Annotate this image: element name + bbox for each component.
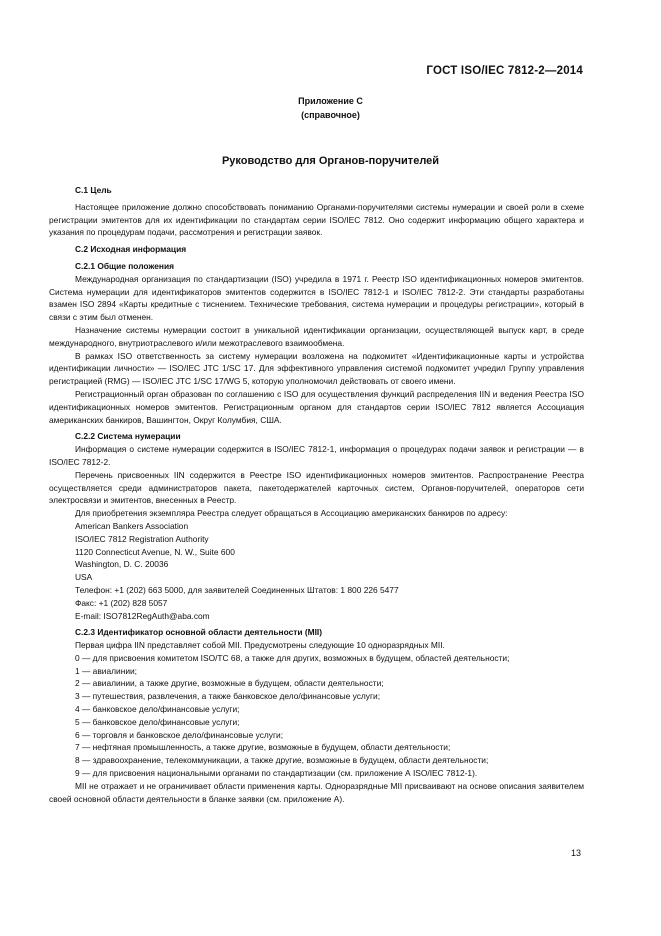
- list-item: 5 — банковское дело/финансовые услуги;: [75, 716, 240, 727]
- page-number: 13: [570, 848, 581, 858]
- paragraph: Для приобретения экземпляра Реестра следует обращаться в Ассоциацию американских банкиров по адресу:: [75, 508, 508, 519]
- phone-line: Телефон: +1 (202) 663 5000, для заявителей Соединенных Штатов: 1 800 226 5477: [75, 584, 399, 595]
- address-line: American Bankers Association: [75, 520, 189, 531]
- fax-line: Факс: +1 (202) 828 5057: [75, 597, 168, 608]
- annex-label: Приложение C: [298, 96, 363, 106]
- list-item: 4 — банковское дело/финансовые услуги;: [75, 704, 240, 715]
- list-item: 2 — авиалинии, а также другие, возможные в будущем, области деятельности;: [75, 678, 384, 689]
- section-c21-heading: С.2.1 Общие положения: [75, 260, 174, 271]
- section-c1-heading: С.1 Цель: [75, 185, 112, 195]
- paragraph: MII не отражает и не ограничивает области применения карты. Одноразрядные MII присваивают на основе описания заявителем своей основной области деятельности в бланке заявки (см. приложение А).: [49, 780, 584, 804]
- section-c22-heading: С.2.2 Система нумерации: [75, 431, 181, 442]
- document-code: ГОСТ ISO/IEC 7812-2—2014: [426, 65, 583, 77]
- list-item: 6 — торговля и банковское дело/финансовые услуги;: [75, 729, 284, 740]
- annex-title: Руководство для Органов-поручителей: [221, 155, 440, 167]
- paragraph: Информация о системе нумерации содержится в ISO/IEC 7812-1, информация о процедурах подачи заявок и регистрации — в ISO/IEC 7812-2.: [49, 444, 584, 467]
- paragraph: Назначение системы нумерации состоит в уникальной идентификации организации, осуществляющей выпуск карт, в среде международного, внутриотраслевого и/или межотраслевого взаимообмена.: [49, 324, 584, 348]
- address-line: USA: [75, 572, 93, 583]
- address-line: 1120 Connecticut Avenue, N. W., Suite 600: [75, 546, 235, 557]
- paragraph: В рамках ISO ответственность за систему нумерации возложена на подкомитет «Идентификационные карты и устройства идентификации личности» — ISO/IEC JTC 1/SC 17. Для эффективного управления системой подкомитет учредил Группу управления регистрацией (RMG) — ISO/IEC JTC 1/SC 17/WG 5, которую уполномочил действовать от своего имени.: [49, 350, 584, 387]
- list-item: 8 — здравоохранение, телекоммуникации, а также другие, возможные в будущем, области деятельности;: [75, 755, 489, 766]
- paragraph: Перечень присвоенных IIN содержится в Реестре ISO идентификационных номеров эмитентов. Распространение Реестра осуществляется среди администраторов пакета, пакетодержателей карточных систем, Органов-поручителей, операторов сети электросвязи и эмитентов, внесенных в Реестр.: [49, 469, 584, 506]
- section-c1-paragraph: Настоящее приложение должно способствовать пониманию Органами-поручителями системы нумерации и своей роли в схеме регистрации эмитентов для их идентификации по стандартам серии ISO/IEC 7812. Оно содержит информацию общего характера и указания по процедурам подачи, рассмотрения и регистрации заявок.: [49, 201, 584, 238]
- annex-type: (справочное): [301, 110, 360, 120]
- section-c23-heading: С.2.3 Идентификатор основной области деятельности (MII): [75, 627, 323, 638]
- email-line: E-mail: ISO7812RegAuth@aba.com: [75, 610, 210, 621]
- address-line: ISO/IEC 7812 Registration Authority: [75, 533, 209, 544]
- list-item: 1 — авиалинии;: [75, 665, 138, 676]
- section-c2-heading: С.2 Исходная информация: [75, 244, 187, 255]
- list-item: 7 — нефтяная промышленность, а также другие, возможные в будущем, области деятельности;: [75, 742, 451, 753]
- document-body: [49, 184, 584, 805]
- address-line: Washington, D. C. 20036: [75, 559, 169, 570]
- annex-heading: [0, 94, 661, 122]
- list-item: 3 — путешествия, развлечения, а также банковское дело/финансовые услуги;: [75, 691, 381, 702]
- paragraph: Первая цифра IIN представляет собой MII. Предусмотрены следующие 10 одноразрядных MII.: [75, 640, 445, 651]
- paragraph: Международная организация по стандартизации (ISO) учредила в 1971 г. Реестр ISO идентификационных номеров эмитентов. Система нумерации для идентификаторов эмитентов содержится в ISO/IEC 7812-1 и ISO/IEC 7812-2. Эти стандарты разработаны взамен ISO 2894 «Карты кредитные с тиснением. Технические требования, система нумерации и процедуры регистрации», который в связи с этим был отменен.: [49, 273, 584, 323]
- paragraph: Регистрационный орган образован по соглашению с ISO для осуществления функций распределения IIN и ведения Реестра ISO идентификационных номеров эмитентов. Регистрационным органом для стандартов серии ISO/IEC 7812 является Ассоциация американских банкиров, Вашингтон, Округ Колумбия, США.: [49, 388, 584, 425]
- paragraph: 0 — для присвоения комитетом ISO/TC 68, а также для других, возможных в будущем, областей деятельности;: [75, 652, 510, 663]
- list-item: 9 — для присвоения национальными органами по стандартизации (см. приложение А ISO/IEC 7812-1).: [75, 768, 478, 779]
